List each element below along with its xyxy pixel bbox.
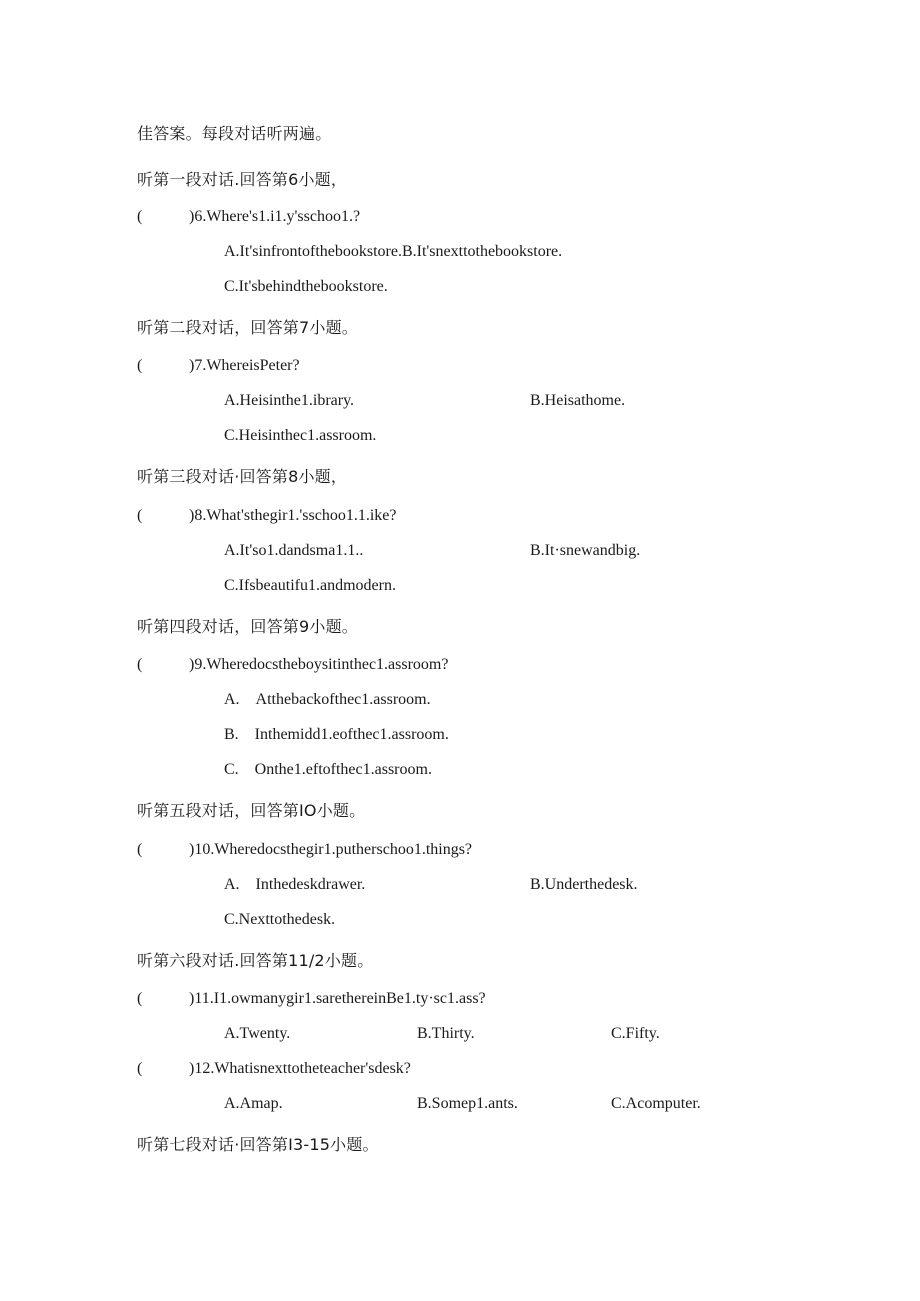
section-heading-5: 听第五段对话，回答第IO小题。 [137, 801, 366, 820]
question-6-stem: )6.Where's1.i1.y'sschoo1.? [189, 208, 361, 225]
answer-paren-q8[interactable]: ( [137, 507, 143, 524]
section-heading-6: 听第六段对话.回答第11/2小题。 [137, 951, 374, 970]
question-8-stem: )8.What'sthegir1.'sschoo1.1.ike? [189, 507, 397, 524]
question-12-stem: )12.Whatisnexttotheteacher'sdesk? [189, 1060, 411, 1077]
section-heading-7: 听第七段对话·回答第I3-15小题。 [137, 1135, 379, 1154]
intro-text: 佳答案。每段对话听两遍。 [137, 124, 332, 143]
question-10-option-b[interactable]: B.Underthedesk. [530, 876, 638, 893]
question-9-option-b[interactable]: B. Inthemidd1.eofthec1.assroom. [224, 726, 449, 743]
question-7-option-b[interactable]: B.Heisathome. [530, 392, 626, 409]
question-12-option-c[interactable]: C.Acomputer. [611, 1095, 701, 1112]
question-11-option-b[interactable]: B.Thirty. [417, 1025, 475, 1042]
question-10-option-c[interactable]: C.Nexttothedesk. [224, 911, 336, 928]
question-9-option-a[interactable]: A. Atthebackofthec1.assroom. [224, 691, 431, 708]
question-9-option-c[interactable]: C. Onthe1.eftofthec1.assroom. [224, 761, 432, 778]
question-10-stem: )10.Wheredocsthegir1.putherschoo1.things? [189, 841, 473, 858]
question-7-option-c[interactable]: C.Heisinthec1.assroom. [224, 427, 377, 444]
question-11-option-c[interactable]: C.Fifty. [611, 1025, 660, 1042]
answer-paren-q11[interactable]: ( [137, 990, 143, 1007]
question-8-option-c[interactable]: C.Ifsbeautifu1.andmodern. [224, 577, 396, 594]
section-heading-4: 听第四段对话，回答第9小题。 [137, 617, 358, 636]
answer-paren-q9[interactable]: ( [137, 656, 143, 673]
question-10-option-a[interactable]: A. Inthedeskdrawer. [224, 876, 366, 893]
answer-paren-q12[interactable]: ( [137, 1060, 143, 1077]
answer-paren-q7[interactable]: ( [137, 357, 143, 374]
question-8-option-a[interactable]: A.It'so1.dandsma1.1.. [224, 542, 364, 559]
question-11-option-a[interactable]: A.Twenty. [224, 1025, 291, 1042]
question-8-option-b[interactable]: B.It·snewandbig. [530, 542, 641, 559]
question-7-stem: )7.WhereisPeter? [189, 357, 300, 374]
question-12-option-a[interactable]: A.Amap. [224, 1095, 283, 1112]
question-11-stem: )11.I1.owmanygir1.saretherein​Be1.ty·sc1.ass? [189, 990, 486, 1007]
answer-paren-q6[interactable]: ( [137, 208, 143, 225]
question-7-option-a[interactable]: A.Heisinthe1.ibrary. [224, 392, 355, 409]
section-heading-1: 听第一段对话.回答第6小题， [137, 170, 348, 189]
question-6-option-c[interactable]: C.It'sbehindthebookstore. [224, 278, 388, 295]
question-12-option-b[interactable]: B.Somep1.ants. [417, 1095, 518, 1112]
question-9-stem: )9.Wheredocstheboysitinthec1.assroom? [189, 656, 449, 673]
answer-paren-q10[interactable]: ( [137, 841, 143, 858]
section-heading-2: 听第二段对话，回答第7小题。 [137, 318, 358, 337]
section-heading-3: 听第三段对话·回答第8小题， [137, 467, 348, 486]
question-6-option-ab[interactable]: A.It'sinfrontofthebookstore.B.It'snexttothebookstore. [224, 243, 563, 260]
